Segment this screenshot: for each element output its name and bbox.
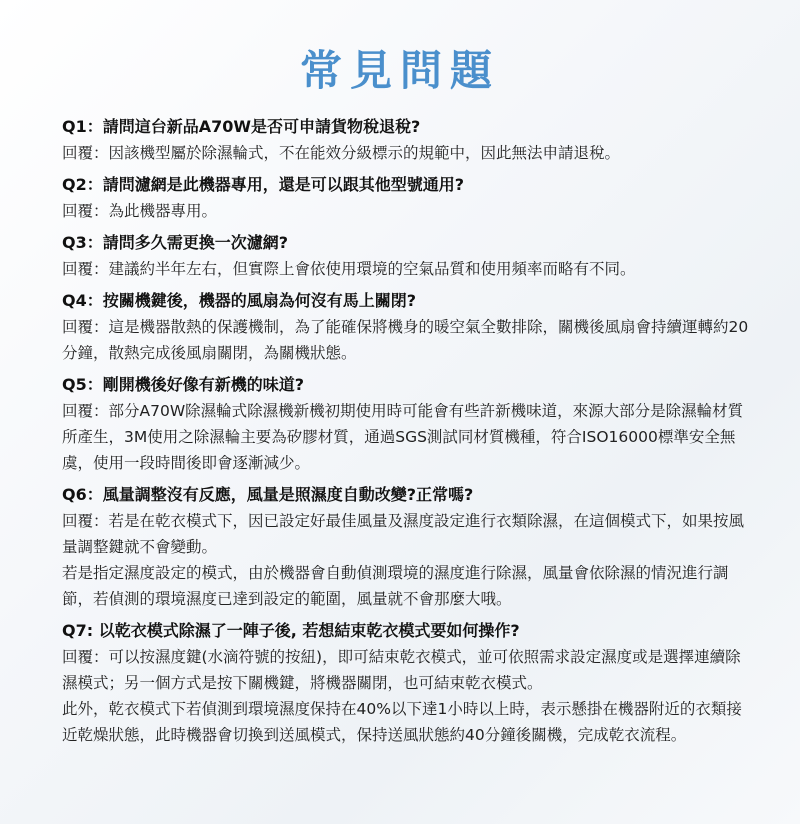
faq-item-6 <box>62 482 752 612</box>
answer: 回覆：建議約半年左右，但實際上會依使用環境的空氣品質和使用頻率而略有不同。 <box>62 260 636 278</box>
faq-item-4 <box>62 288 752 366</box>
faq-item-7 <box>62 618 752 748</box>
question: Q1：請問這台新品A70W是否可申請貨物稅退稅? <box>62 117 421 136</box>
faq-item-1 <box>62 114 752 166</box>
faq-list <box>62 114 752 754</box>
question: Q4：按關機鍵後，機器的風扇為何沒有馬上關閉? <box>62 291 417 310</box>
faq-item-2 <box>62 172 752 224</box>
answer: 回覆：為此機器專用。 <box>62 202 218 220</box>
answer: 回覆：可以按濕度鍵(水滴符號的按紐)，即可結束乾衣模式，並可依照需求設定濕度或是選擇連續除濕模式；另一個方式是按下關機鍵，將機器關閉，也可結束乾衣模式。 <box>62 648 741 692</box>
question: Q5：剛開機後好像有新機的味道? <box>62 375 305 394</box>
question: Q6：風量調整沒有反應，風量是照濕度自動改變?正常嗎? <box>62 485 474 504</box>
faq-item-5 <box>62 372 752 476</box>
answer: 回覆：這是機器散熱的保護機制，為了能確保將機身的暖空氣全數排除，關機後風扇會持續運轉約20分鐘，散熱完成後風扇關閉，為關機狀態。 <box>62 318 749 362</box>
answer: 回覆：若是在乾衣模式下，因已設定好最佳風量及濕度設定進行衣類除濕，在這個模式下，如果按風量調整鍵就不會變動。 <box>62 512 745 556</box>
question: Q3：請問多久需更換一次濾網? <box>62 233 289 252</box>
page-title: 常見問題 <box>299 46 500 95</box>
answer-continued: 此外，乾衣模式下若偵測到環境濕度保持在40%以下達1小時以上時，表示懸掛在機器附近的衣類接近乾燥狀態，此時機器會切換到送風模式，保持送風狀態約40分鐘後關機，完成乾衣流程。 <box>62 700 742 744</box>
question: Q7: 以乾衣模式除濕了一陣子後, 若想結束乾衣模式要如何操作? <box>62 621 520 640</box>
answer: 回覆：因該機型屬於除濕輪式，不在能效分級標示的規範中，因此無法申請退稅。 <box>62 144 621 162</box>
faq-item-3 <box>62 230 752 282</box>
answer-continued: 若是指定濕度設定的模式，由於機器會自動偵測環境的濕度進行除濕，風量會依除濕的情況進行調節，若偵測的環境濕度已達到設定的範圍，風量就不會那麼大哦。 <box>62 564 729 608</box>
answer: 回覆：部分A70W除濕輪式除濕機新機初期使用時可能會有些許新機味道，來源大部分是除濕輪材質所產生，3M使用之除濕輪主要為矽膠材質，通過SGS測試同材質機種，符合ISO16000標準安全無虞，使用一段時間後即會逐漸減少。 <box>62 402 744 472</box>
question: Q2：請問濾網是此機器專用，還是可以跟其他型號通用? <box>62 175 465 194</box>
